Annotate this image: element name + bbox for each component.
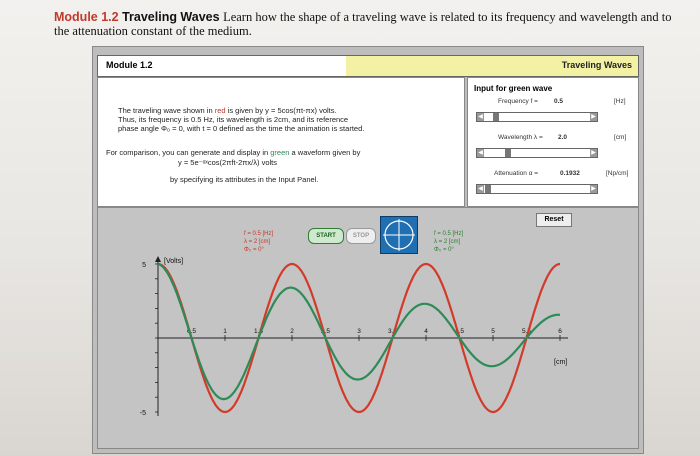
- wave-plot: [98, 208, 638, 448]
- heading-module: Module 1.2: [54, 10, 119, 24]
- attenuation-unit: [Np/cm]: [606, 170, 629, 177]
- desc-line-4: For comparison, you can generate and display in green a waveform given by: [106, 148, 361, 157]
- x-tick-label: 5.5: [521, 328, 532, 335]
- wavelength-label: Wavelength λ =: [498, 134, 543, 141]
- attenuation-slider[interactable]: [476, 184, 598, 194]
- red-wave-info: f = 0.5 [Hz] λ = 2 [cm] Φ₀ = 0°: [244, 231, 274, 253]
- frequency-unit: [Hz]: [614, 98, 626, 105]
- phasor-display: [380, 216, 418, 254]
- frequency-label: Frequency f =: [498, 98, 538, 105]
- attenuation-slider-knob[interactable]: [485, 185, 491, 193]
- x-tick-label: 2.5: [320, 328, 331, 335]
- start-button[interactable]: START: [308, 228, 344, 244]
- x-tick-label: 6: [558, 328, 562, 335]
- frequency-slider-knob[interactable]: [493, 113, 499, 121]
- desc-line-2: Thus, its frequency is 0.5 Hz, its wavelength is 2cm, and its reference: [118, 115, 349, 124]
- x-tick-label: 0.5: [186, 328, 197, 335]
- y-tick-label: -5: [139, 410, 146, 417]
- applet-titlebar: [97, 55, 639, 77]
- wavelength-slider-knob[interactable]: [505, 149, 511, 157]
- description-panel: [97, 77, 465, 207]
- y-axis-label: [Volts]: [164, 258, 184, 265]
- frequency-slider[interactable]: [476, 112, 598, 122]
- reset-button[interactable]: Reset: [536, 213, 572, 227]
- heading-subtitle: Learn how the shape of a traveling wave is related to its frequency and wavelength and to: [223, 10, 672, 24]
- y-axis-arrow-icon: [155, 256, 161, 262]
- x-tick-label: 3: [357, 328, 361, 335]
- slider-left-arrow-icon[interactable]: ◀: [478, 186, 483, 192]
- green-wave-info: f = 0.5 [Hz] λ = 2 [cm] Φ₀ = 0°: [434, 231, 464, 253]
- slider-right-arrow-icon[interactable]: ▶: [591, 150, 596, 156]
- heading-title: Traveling Waves: [122, 10, 220, 24]
- slider-left-arrow-icon[interactable]: ◀: [478, 114, 483, 120]
- x-axis-label: [cm]: [554, 359, 568, 366]
- circle-crosshair-icon: [381, 217, 417, 253]
- x-tick-label: 5: [491, 328, 495, 335]
- plot-panel: [97, 207, 639, 449]
- x-tick-label: 1: [223, 328, 227, 335]
- slider-right-arrow-icon[interactable]: ▶: [591, 114, 596, 120]
- input-panel-header: Input for green wave: [474, 84, 553, 93]
- frequency-value: 0.5: [554, 98, 564, 105]
- applet-module-label: Module 1.2: [106, 60, 153, 70]
- wavelength-unit: [cm]: [614, 134, 627, 141]
- attenuation-value: 0.1932: [560, 170, 580, 177]
- attenuation-label: Attenuation α =: [494, 170, 539, 177]
- stop-button[interactable]: STOP: [346, 228, 376, 244]
- y-tick-label: 5: [142, 262, 146, 269]
- x-tick-label: 1.5: [253, 328, 264, 335]
- wavelength-value: 2.0: [558, 134, 568, 141]
- input-panel: [467, 77, 639, 207]
- slider-right-arrow-icon[interactable]: ▶: [591, 186, 596, 192]
- x-tick-label: 3.5: [387, 328, 398, 335]
- slider-left-arrow-icon[interactable]: ◀: [478, 150, 483, 156]
- wavelength-slider[interactable]: [476, 148, 598, 158]
- page-heading: [54, 10, 694, 38]
- applet-title: Traveling Waves: [561, 60, 632, 70]
- desc-line-5: y = 5e⁻ᵅˣcos(2πft-2πx/λ) volts: [178, 158, 277, 167]
- x-tick-label: 4: [424, 328, 428, 335]
- heading-line2: the attenuation constant of the medium.: [54, 24, 252, 38]
- applet-window: [92, 46, 644, 454]
- x-tick-label: 4.5: [454, 328, 465, 335]
- desc-line-3: phase angle Φ₀ = 0, with t = 0 defined as the time the animation is started.: [118, 124, 365, 133]
- desc-line-1: The traveling wave shown in red is given by y = 5cos(πt-πx) volts.: [118, 106, 337, 115]
- x-tick-label: 2: [290, 328, 294, 335]
- desc-line-6: by specifying its attributes in the Input Panel.: [170, 175, 319, 184]
